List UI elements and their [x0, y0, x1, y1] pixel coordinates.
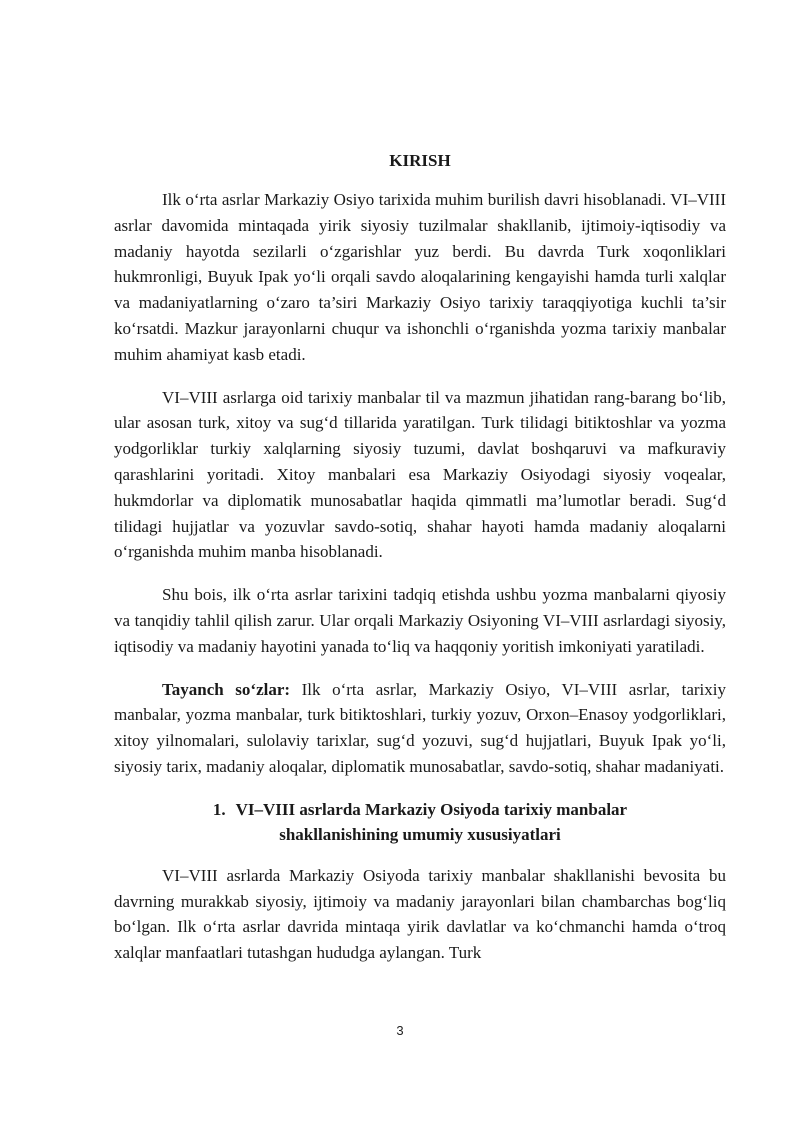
- section-title-part-1: VI–VIII asrlarda Markaziy Osiyoda tarixiy manbalar: [235, 799, 628, 819]
- intro-paragraph-1: Ilk o‘rta asrlar Markaziy Osiyo tarixida muhim burilish davri hisoblanadi. VI–VIII asrlar davomida mintaqada yirik siyosiy tuzilmalar shakllanib, ijtimoiy-iqtisodiy va madaniy hayotda sezilarli o‘zgarishlar yuz berdi. Bu davrda Turk xoqonliklari hukmronligi, Buyuk Ipak yo‘li orqali savdo aloqalarining kengayishi hamda turli xalqlar va madaniyatlarning o‘zaro ta’siri Markaziy Osiyo tarixiy taraqqiyotiga kuchli ta’sir ko‘rsatdi. Mazkur jarayonlarni chuqur va ishonchli o‘rganishda yozma tarixiy manbalar muhim ahamiyat kasb etadi.: [114, 190, 726, 364]
- page-title: KIRISH: [389, 151, 451, 170]
- keywords-label: Tayanch so‘zlar:: [162, 679, 291, 699]
- keywords-paragraph: [114, 677, 726, 780]
- keywords-text: Ilk o‘rta asrlar, Markaziy Osiyo, VI–VIII asrlar, tarixiy manbalar, yozma manbalar, turk bitiktoshlari, turkiy yozuv, Orxon–Enasoy yodgorliklari, xitoy yilnomalari, sulolaviy tarixlar, sug‘d yozuvi, sug‘d hujjatlari, Buyuk Ipak yo‘li, siyosiy tarix, madaniy aloqalar, diplomatik munosabatlar, savdo-sotiq, shahar madaniyati.: [114, 679, 726, 776]
- page-number: 3: [396, 1023, 404, 1038]
- section-paragraph: VI–VIII asrlarda Markaziy Osiyoda tarixiy manbalar shakllanishi bevosita bu davrning murakkab siyosiy, ijtimoiy va madaniy jarayonlari bilan chambarchas bog‘liq bo‘lgan. Ilk o‘rta asrlar davrida mintaqa yirik davlatlar va ko‘chmanchi hamda o‘troq xalqlar manfaatlari tutashgan hududga aylangan. Turk: [114, 865, 726, 963]
- section-title-part-2: shakllanishining umumiy xususiyatlari: [279, 824, 561, 844]
- section-heading-line-1: [114, 797, 726, 822]
- page-body: [114, 148, 726, 966]
- intro-paragraph-2: VI–VIII asrlarga oid tarixiy manbalar til va mazmun jihatidan rang-barang bo‘lib, ular asosan turk, xitoy va sug‘d tillarida yaratilgan. Turk tilidagi bitiktoshlar va yozma yodgorliklar turkiy xalqlarning siyosiy tuzumi, davlat boshqaruvi va mafkuraviy qarashlarini yoritadi. Xitoy manbalari esa Markaziy Osiyodagi siyosiy voqealar, hukmdorlar va diplomatik munosabatlar haqida qimmatli ma’lumotlar beradi. Sug‘d tilidagi hujjatlar va yozuvlar savdo-sotiq, shahar hayoti hamda madaniy aloqalarni o‘rganishda muhim manba hisoblanadi.: [114, 387, 726, 562]
- section-number: 1.: [212, 799, 226, 819]
- intro-paragraph-3: Shu bois, ilk o‘rta asrlar tarixini tadqiq etishda ushbu yozma manbalarni qiyosiy va tanqidiy tahlil qilish zarur. Ular orqali Markaziy Osiyoning VI–VIII asrlardagi siyosiy, iqtisodiy va madaniy hayotini yanada to‘liq va haqqoniy yoritish imkoniyati yaratiladi.: [114, 585, 726, 656]
- section-heading: [114, 797, 726, 847]
